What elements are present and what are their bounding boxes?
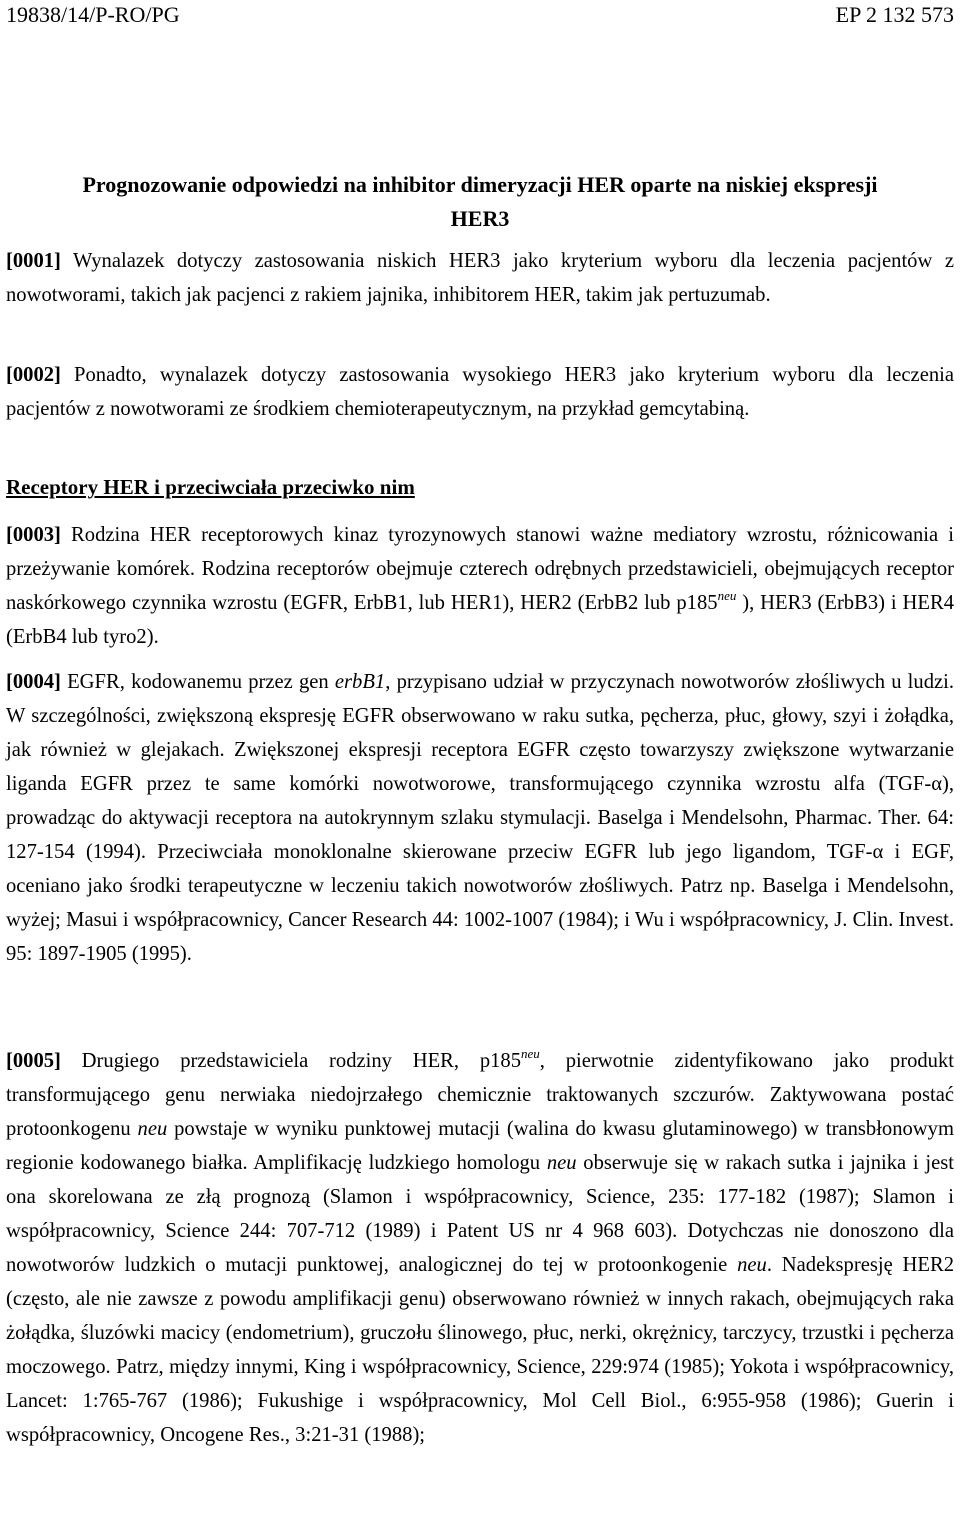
- document-title: [0, 168, 960, 236]
- document-number: 19838/14/P-RO/PG: [6, 2, 180, 27]
- paragraph-text: , przypisano udział w przyczynach nowotworów złośliwych u ludzi. W szczególności, zwiększoną ekspresję EGFR obserwowano w raku sutka, pęcherza, płuc, głowy, szyi i żołądka, jak również w glejakach. Zwiększonej ekspresji receptora EGFR często towarzyszy zwiększone wytwarzanie liganda EGFR przez te same komórki nowotworowe, transformującego czynnika wzrostu alfa (TGF-α), prowadząc do aktywacji receptora na autokrynnym szlaku stymulacji. Baselga i Mendelsohn, Pharmac. Ther. 64: 127-154 (1994). Przeciwciała monoklonalne skierowane przeciw EGFR lub jego ligandom, TGF-α i EGF, oceniano jako środki terapeutyczne w leczeniu takich nowotworów złośliwych. Patrz np. Baselga i Mendelsohn, wyżej; Masui i współpracownicy, Cancer Research 44: 1002-1007 (1984); i Wu i współpracownicy, J. Clin. Invest. 95: 1897-1905 (1995).: [6, 671, 954, 965]
- patent-number: EP 2 132 573: [835, 2, 954, 27]
- paragraph-number: [0005]: [6, 1050, 61, 1072]
- paragraph-text: ), HER3 (ErbB3) i HER4 (ErbB4 lub tyro2).: [6, 592, 954, 648]
- paragraph-text: , pierwotnie zidentyfikowano jako produkt transformującego genu nerwiaka niedojrzałego chemicznie traktowanych szczurów. Zaktywowana postać protoonkogenu: [6, 1050, 954, 1140]
- paragraph-text: Ponadto, wynalazek dotyczy zastosowania wysokiego HER3 jako kryterium wyboru dla leczenia pacjentów z nowotworami ze środkiem chemioterapeutycznym, na przykład gemcytabiną.: [6, 364, 954, 420]
- paragraph-text: Drugiego przedstawiciela rodziny HER, p185: [60, 1050, 522, 1072]
- gene-name: neu: [546, 1152, 577, 1174]
- superscript: neu: [717, 588, 737, 603]
- paragraph-number: [0002]: [6, 364, 61, 386]
- paragraph-0005: [6, 1044, 954, 1452]
- gene-name: erbB1: [334, 671, 386, 693]
- paragraph-text: Wynalazek dotyczy zastosowania niskich HER3 jako kryterium wyboru dla leczenia pacjentów z nowotworami, takich jak pacjenci z rakiem jajnika, inhibitorem HER, takim jak pertuzumab.: [6, 250, 954, 306]
- gene-name: neu: [137, 1118, 168, 1140]
- title-line-1: Prognozowanie odpowiedzi na inhibitor dimeryzacji HER oparte na niskiej ekspresji: [82, 172, 878, 197]
- paragraph-text: obserwuje się w rakach sutka i jajnika i jest ona skorelowana ze złą prognozą (Slamon i współpracownicy, Science, 235: 177-182 (1987); Slamon i współpracownicy, Science 244: 707-712 (1989) i Patent US nr 4 968 603). Dotychczas nie donoszono dla nowotworów ludzkich o mutacji punktowej, analogicznej do tej w protoonkogenie: [6, 1152, 954, 1276]
- paragraph-number: [0003]: [6, 524, 61, 546]
- paragraph-text: . Nadekspresję HER2 (często, ale nie zawsze z powodu amplifikacji genu) obserwowano również w innych rakach, obejmujących raka żołądka, śluzówki macicy (endometrium), gruczołu ślinowego, płuc, nerki, okrężnicy, tarczycy, trzustki i pęcherza moczowego. Patrz, między innymi, King i współpracownicy, Science, 229:974 (1985); Yokota i współpracownicy, Lancet: 1:765-767 (1986); Fukushige i współpracownicy, Mol Cell Biol., 6:955-958 (1986); Guerin i współpracownicy, Oncogene Res., 3:21-31 (1988);: [6, 1254, 954, 1446]
- paragraph-0001: [6, 244, 954, 312]
- superscript: neu: [521, 1046, 540, 1061]
- paragraph-number: [0004]: [6, 671, 61, 693]
- paragraph-0003: [6, 518, 954, 654]
- paragraph-number: [0001]: [6, 250, 61, 272]
- paragraph-0002: [6, 358, 954, 426]
- paragraph-text: Rodzina HER receptorowych kinaz tyrozynowych stanowi ważne mediatory wzrostu, różnicowania i przeżywanie komórek. Rodzina receptorów obejmuje czterech odrębnych przedstawicieli, obejmujących receptor naskórkowego czynnika wzrostu (EGFR, ErbB1, lub HER1), HER2 (ErbB2 lub p185: [6, 524, 954, 614]
- paragraph-text: powstaje w wyniku punktowej mutacji (walina do kwasu glutaminowego) w transbłonowym regionie kodowanego białka. Amplifikację ludzkiego homologu: [6, 1118, 954, 1174]
- gene-name: neu: [737, 1254, 767, 1276]
- title-line-2: HER3: [450, 206, 510, 231]
- paragraph-text: EGFR, kodowanemu przez gen: [60, 671, 335, 693]
- paragraph-0004: [6, 665, 954, 971]
- section-heading: Receptory HER i przeciwciała przeciwko nim: [6, 475, 415, 499]
